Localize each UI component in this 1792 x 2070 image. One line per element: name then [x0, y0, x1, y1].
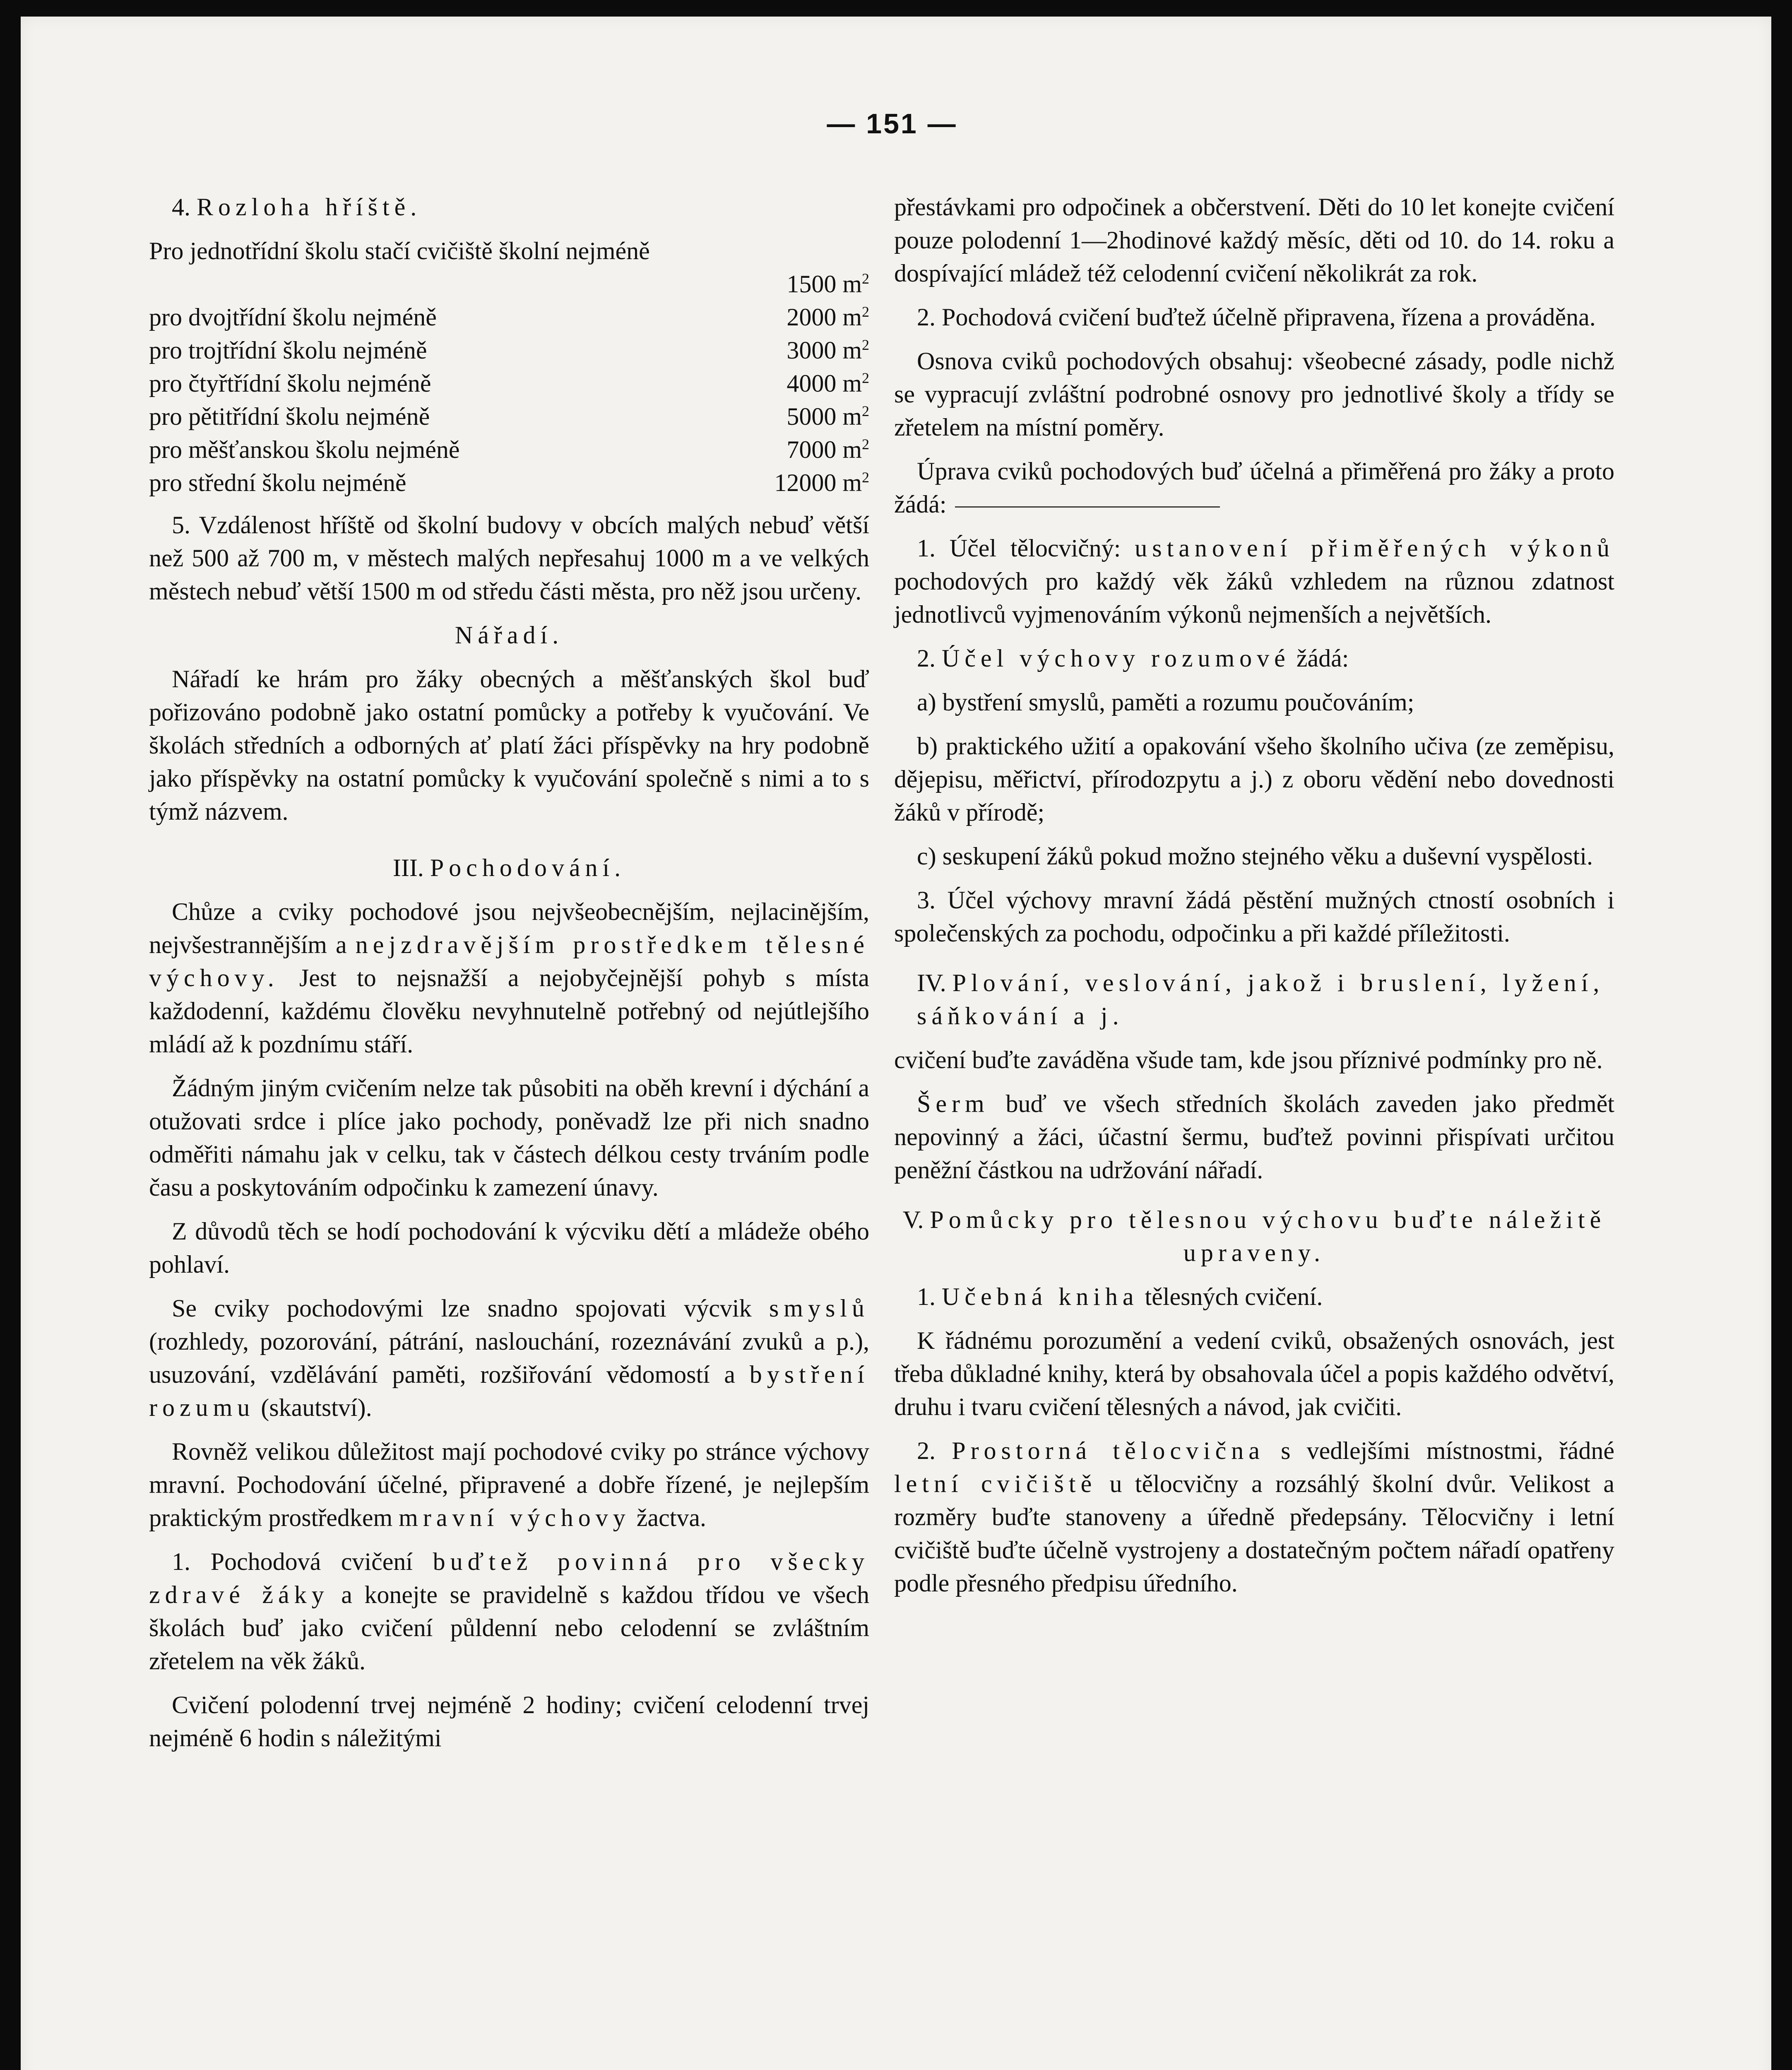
area-requirements-list: [149, 267, 869, 499]
paragraph-item-a: a) bystření smyslů, paměti a rozumu poučováním;: [917, 688, 1414, 716]
area-row: [149, 466, 869, 499]
section-4-sports-heading: [894, 966, 1614, 1033]
area-row: [149, 367, 869, 400]
heading-naradi: Nářadí.: [455, 621, 564, 649]
section-5-number: V.: [902, 1206, 924, 1233]
area-row: [149, 400, 869, 433]
paragraph-chuze: Chůze a cviky pochodové jsou nejvšeobecnějším, nejlacinějším, nejvšestrannějším a nejzdravějším prostředkem tělesné výchovy. Jest to nejsnažší a nejobyčejnější pohyb s místa každodenní, každému člověku nevyhnutelně potřebný od nejútlejšího mládí až k pozdnímu stáří.: [149, 898, 869, 1058]
document-page: [21, 17, 1771, 2070]
area-row: [149, 433, 869, 466]
left-column: [149, 190, 869, 2070]
paragraph-zadnym: Žádným jiným cvičením nelze tak působiti na oběh krevní i dýchání a otužovati srdce i plíce jako pochody, poněvadž lze při nich snadno odměřiti námahu jak v celku, tak v částech délkou cesty trváním podle času a poskytováním odpočinku k zamezení únavy.: [149, 1074, 869, 1201]
section-5-heading: [894, 1203, 1614, 1269]
section-4-intro: Pro jednotřídní školu stačí cvičiště školní nejméně: [149, 237, 650, 265]
area-value: 2000 $m^2$: [787, 303, 869, 331]
area-value: 12000 $m^2$: [774, 469, 869, 496]
area-label: pro pětitřídní školu nejméně: [149, 403, 430, 430]
section-3-title: Pochodování.: [430, 854, 626, 881]
area-row: [149, 301, 869, 334]
section-3-number: III.: [392, 854, 424, 881]
paragraph-z-duvodu: Z důvodů těch se hodí pochodování k výcviku dětí a mládeže obého pohlaví.: [149, 1218, 869, 1278]
paragraph-uprava: Úprava cviků pochodových buď účelná a přiměřená pro žáky a proto žádá:: [894, 457, 1614, 518]
area-value: 1500 $m^2$: [787, 270, 869, 298]
section-4-heading: [149, 190, 869, 224]
paragraph-ucebna-kniha: 1. Učebná kniha tělesných cvičení.: [917, 1283, 1323, 1310]
page-number: — 151 —: [827, 108, 957, 140]
area-row: [149, 334, 869, 367]
section-4-number: 4.: [172, 193, 190, 221]
paragraph-ucel-telocvicny: 1. Účel tělocvičný: ustanovení přiměřených výkonů pochodových pro každý věk žáků vzhledem na různou zdatnost jednotlivců vyjmenováním výkonů nejmenších a největších.: [894, 534, 1614, 628]
paragraph-item-b: b) praktického užití a opakování všeho školního učiva (ze zeměpisu, dějepisu, měřictví, přírodozpytu a j.) z oboru vědění nebo dovednosti žáků v přírodě;: [894, 732, 1614, 826]
paragraph-serm: Šerm buď ve všech středních školách zaveden jako předmět nepovinný a žáci, účastní šermu, buďtež povinni přispívati určitou peněžní částkou na udržování nářadí.: [894, 1090, 1614, 1184]
paragraph-prestavkami: přestávkami pro odpočinek a občerstvení. Děti do 10 let konejte cvičení pouze polodenní 1—2hodinové každý měsíc, děti od 10. do 14. roku a dospívající mládež též celodenní cvičení několikrát za rok.: [894, 193, 1614, 287]
section-4-title: Rozloha hříště.: [197, 193, 422, 221]
paragraph-naradi: Nářadí ke hrám pro žáky obecných a měšťanských škol buď pořizováno podobně jako ostatní pomůcky a potřeby k vyučování. Ve školách středních a odborných ať platí žáci příspěvky na hry podobně jako příspěvky na ostatní pomůcky k vyučování společně s nimi a to s týmž názvem.: [149, 665, 869, 825]
area-label: pro střední školu nejméně: [149, 469, 407, 496]
paragraph-cviceni-polodenni: Cvičení polodenní trvej nejméně 2 hodiny; cvičení celodenní trvej nejméně 6 hodin s náležitými: [149, 1691, 869, 1752]
right-column: [894, 190, 1614, 2070]
paragraph-1-pochodova: 1. Pochodová cvičení buďtež povinná pro všecky zdravé žáky a konejte se pravidelně s každou třídou ve všech školách buď jako cvičení půldenní nebo celodenní se zvláštním zřetelem na věk žáků.: [149, 1548, 869, 1675]
paragraph-ucel-mravni: 3. Účel výchovy mravní žádá pěstění mužných ctností osobních i společenských za pochodu, odpočinku a při každé příležitosti.: [894, 886, 1614, 947]
section-3-heading: [149, 851, 869, 884]
paragraph-prostorna-telocvicna: 2. Prostorná tělocvična s vedlejšími místnostmi, řádné letní cvičiště u tělocvičny a rozsáhlý školní dvůr. Velikost a rozměry buďte stanoveny a úředně předepsány. Tělocvičny i letní cvičiště buďte účelně vystrojeny a dostatečným počtem nářadí opatřeny podle přesného předpisu úředního.: [894, 1437, 1614, 1597]
area-row: [149, 267, 869, 301]
paragraph-cviceni-zavadena: cvičení buďte zaváděna všude tam, kde jsou příznivé podmínky pro ně.: [894, 1046, 1603, 1074]
area-label: pro dvojtřídní školu nejméně: [149, 303, 437, 331]
section-5-title: Pomůcky pro tělesnou výchovu buďte náležitě upraveny.: [930, 1206, 1606, 1266]
paragraph-k-radnemu: K řádnému porozumění a vedení cviků, obsažených osnovách, jest třeba důkladné knihy, která by obsahovala účel a popis každého odvětví, druhu i tvaru cvičení tělesných a návod, jak cvičiti.: [894, 1327, 1614, 1420]
area-label: pro trojtřídní školu nejméně: [149, 337, 427, 364]
area-label: pro měšťanskou školu nejméně: [149, 436, 460, 463]
section-4-sports-title: Plování, veslování, jakož i bruslení, lyžení, sáňkování a j.: [917, 969, 1604, 1030]
paragraph-item-c: c) seskupení žáků pokud možno stejného věku a duševní vyspělosti.: [917, 842, 1593, 870]
area-label: pro čtyřtřídní školu nejméně: [149, 370, 431, 397]
paragraph-rovnez: Rovněž velikou důležitost mají pochodové cviky po stránce výchovy mravní. Pochodování účelné, připravené a dobře řízené, je nejlepším praktickým prostředkem mravní výchovy žactva.: [149, 1438, 869, 1531]
area-value: 4000 $m^2$: [787, 370, 869, 397]
area-value: 7000 $m^2$: [787, 436, 869, 463]
paragraph-se-cviky: Se cviky pochodovými lze snadno spojovati výcvik smyslů (rozhledy, pozorování, pátrání, naslouchání, rozeznávání zvuků a p.), usuzování, vzdělávání paměti, rozšiřování vědomostí a bystření rozumu (skautství).: [149, 1295, 869, 1421]
paragraph-2-pochodova: 2. Pochodová cvičení buďtež účelně připravena, řízena a prováděna.: [917, 303, 1596, 331]
area-value: 3000 $m^2$: [787, 337, 869, 364]
divider-rule: [955, 506, 1220, 508]
section-4-sports-number: IV.: [917, 969, 946, 996]
paragraph-osnova: Osnova cviků pochodových obsahuj: všeobecné zásady, podle nichž se vypracují zvláštní podrobné osnovy pro jednotlivé školy a třídy se zřetelem na místní poměry.: [894, 347, 1614, 441]
paragraph-ucel-rozumove: 2. Účel výchovy rozumové žádá:: [917, 645, 1349, 672]
paragraph-distance: 5. Vzdálenost hříště od školní budovy v obcích malých nebuď větší než 500 až 700 m, v městech malých nepřesahuj 1000 m a ve velkých městech nebuď větší 1500 m od středu části města, pro něž jsou určeny.: [149, 511, 869, 605]
area-value: 5000 $m^2$: [787, 403, 869, 430]
